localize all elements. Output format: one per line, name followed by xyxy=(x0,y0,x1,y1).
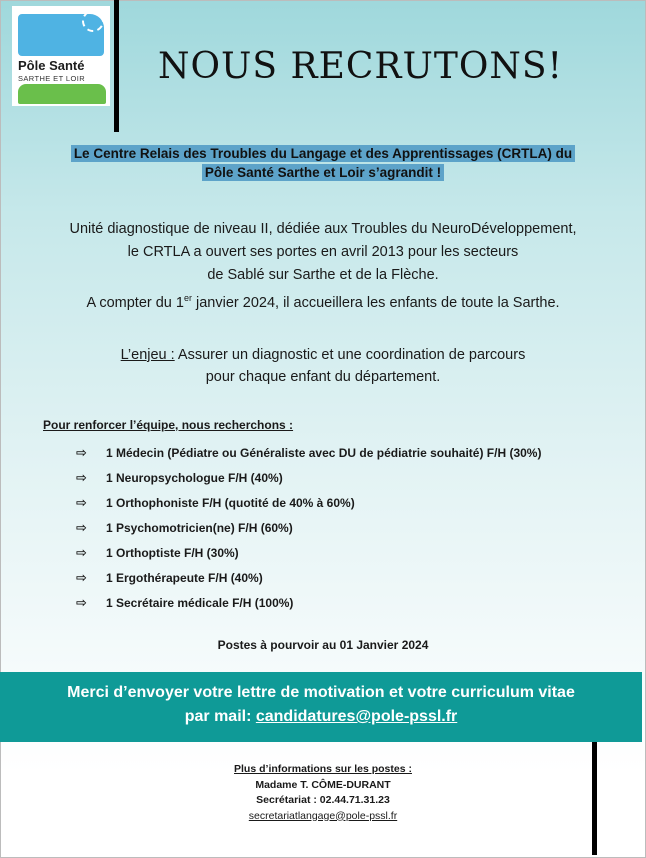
logo-sun-icon xyxy=(82,10,104,32)
start-date-note: Postes à pourvoir au 01 Janvier 2024 xyxy=(217,638,429,652)
headline-line-1: Le Centre Relais des Troubles du Langage et des Apprentissages (CRTLA) du xyxy=(71,145,575,162)
date-line-post: janvier 2024, il accueillera les enfants de toute la Sarthe. xyxy=(191,294,560,311)
arrow-right-icon: ⇨ xyxy=(76,594,87,610)
contact-name: Madame T. CÔME-DURANT xyxy=(255,778,391,791)
position-label: 1 Ergothérapeute F/H (40%) xyxy=(106,570,263,585)
list-item xyxy=(76,440,541,465)
arrow-right-icon: ⇨ xyxy=(76,569,87,585)
positions-list xyxy=(76,440,541,615)
intro-line-3: de Sablé sur Sarthe et de la Flèche. xyxy=(207,267,439,283)
enjeu-label: L’enjeu : xyxy=(120,347,175,363)
list-item xyxy=(76,590,541,615)
intro-paragraph xyxy=(0,218,646,287)
page-title: NOUS RECRUTONS! xyxy=(158,46,563,87)
list-item xyxy=(76,515,541,540)
logo-name: Pôle Santé xyxy=(18,58,85,73)
decor-bar-top xyxy=(114,0,119,132)
intro-line-1: Unité diagnostique de niveau II, dédiée aux Troubles du NeuroDéveloppement, xyxy=(69,221,577,237)
logo-hill-shape xyxy=(18,84,106,104)
logo-subtitle: SARTHE ET LOIR xyxy=(18,74,86,83)
date-line xyxy=(0,287,646,315)
list-item xyxy=(76,465,541,490)
position-label: 1 Médecin (Pédiatre ou Généraliste avec DU de pédiatrie souhaité) F/H (30%) xyxy=(106,445,542,460)
banner-line-1: Merci d’envoyer votre lettre de motivation et votre curriculum vitae xyxy=(67,684,575,701)
arrow-right-icon: ⇨ xyxy=(76,494,87,510)
headline xyxy=(0,144,646,182)
application-email-link[interactable]: candidatures@pole-pssl.fr xyxy=(255,708,458,725)
position-label: 1 Secrétaire médicale F/H (100%) xyxy=(106,595,294,610)
list-item xyxy=(76,490,541,515)
contact-email-link[interactable]: secretariatlangage@pole-pssl.fr xyxy=(248,809,398,822)
headline-line-2: Pôle Santé Sarthe et Loir s’agrandit ! xyxy=(202,164,444,181)
list-item xyxy=(76,540,541,565)
enjeu-line-2: pour chaque enfant du département. xyxy=(205,369,441,385)
recruit-heading: Pour renforcer l’équipe, nous recherchons : xyxy=(43,418,294,432)
arrow-right-icon: ⇨ xyxy=(76,519,87,535)
contact-block xyxy=(0,762,646,824)
arrow-right-icon: ⇨ xyxy=(76,469,87,485)
position-label: 1 Neuropsychologue F/H (40%) xyxy=(106,470,283,485)
position-label: 1 Orthoptiste F/H (30%) xyxy=(106,545,239,560)
intro-line-2: le CRTLA a ouvert ses portes en avril 2013 pour les secteurs xyxy=(127,244,519,260)
date-line-pre: A compter du 1 xyxy=(86,294,184,311)
list-item xyxy=(76,565,541,590)
arrow-right-icon: ⇨ xyxy=(76,444,87,460)
enjeu-line-1: Assurer un diagnostic et une coordination de parcours xyxy=(174,347,526,363)
banner-mail-label: par mail: xyxy=(184,708,256,725)
position-label: 1 Psychomotricien(ne) F/H (60%) xyxy=(106,520,293,535)
date-line-sup: er xyxy=(183,293,192,303)
position-label: 1 Orthophoniste F/H (quotité de 40% à 60%) xyxy=(106,495,355,510)
pole-sante-logo xyxy=(12,6,110,106)
enjeu-paragraph xyxy=(0,344,646,388)
contact-heading: Plus d’informations sur les postes : xyxy=(234,763,412,775)
arrow-right-icon: ⇨ xyxy=(76,544,87,560)
contact-phone: Secrétariat : 02.44.71.31.23 xyxy=(256,794,390,806)
application-banner xyxy=(0,672,642,742)
